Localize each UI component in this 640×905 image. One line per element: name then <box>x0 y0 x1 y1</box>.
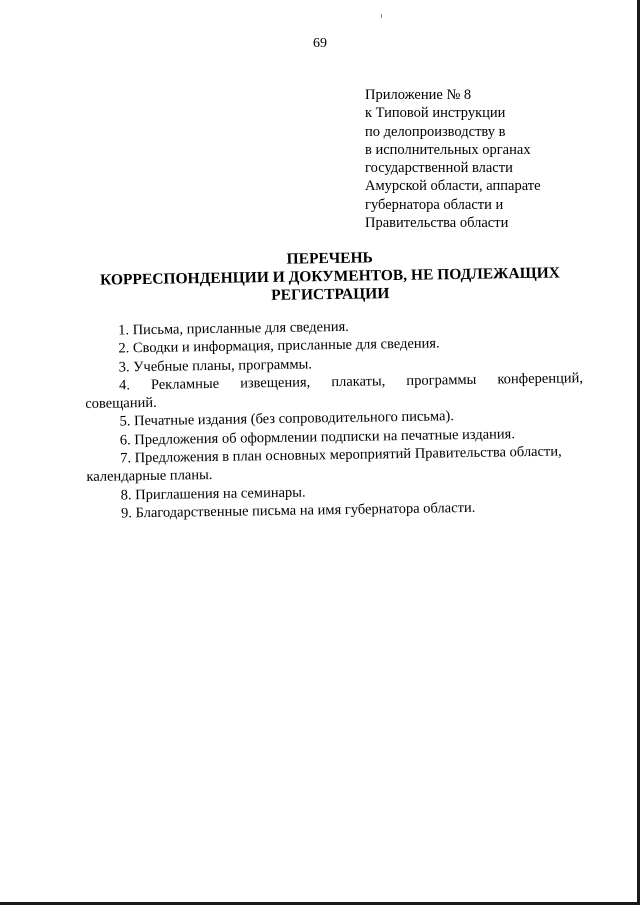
list-item-5: 5. Печатные издания (без сопроводительного письма). <box>119 408 455 430</box>
scan-speck <box>381 14 382 18</box>
list-item-4-word: конференций, <box>497 370 584 388</box>
title-line-3: РЕГИСТРАЦИИ <box>271 285 390 304</box>
list-item-2: 2. Сводки и информация, присланные для сведения. <box>118 335 440 357</box>
appendix-line: по делопроизводству в <box>365 123 506 140</box>
list-item-6: 6. Предложения об оформлении подписки на печатные издания. <box>119 426 516 449</box>
list-item-1: 1. Письма, присланные для сведения. <box>118 318 349 339</box>
list-item-4-word: программы <box>406 371 477 389</box>
title-line-1: ПЕРЕЧЕНЬ <box>286 249 373 268</box>
list-item-4-word: 4. <box>118 377 130 394</box>
list-item-9: 9. Благодарственные письма на имя губернатора области. <box>120 499 476 522</box>
appendix-line: Правительства области <box>365 215 509 232</box>
list-item-8: 8. Приглашения на семинары. <box>120 484 306 504</box>
appendix-line: к Типовой инструкции <box>365 105 506 122</box>
list-item-4-word: плакаты, <box>331 373 386 391</box>
document-title <box>80 246 581 308</box>
document-list <box>84 314 585 523</box>
page-number: 69 <box>313 36 327 51</box>
appendix-line: губернатора области и <box>365 196 504 213</box>
list-item-7: 7. Предложения в план основных мероприятий Правительства области, <box>120 443 562 467</box>
appendix-line: в исполнительных органах <box>365 141 531 158</box>
appendix-line: Амурской области, аппарате <box>365 178 541 195</box>
list-item-3: 3. Учебные планы, программы. <box>118 356 313 376</box>
appendix-line: государственной власти <box>365 160 513 177</box>
appendix-line: Приложение № 8 <box>365 87 472 103</box>
list-item-4-word: извещения, <box>239 374 311 392</box>
appendix-header <box>365 86 625 232</box>
list-item-7-continuation: календарные планы. <box>86 467 213 486</box>
title-line-2: КОРРЕСПОНДЕНЦИИ И ДОКУМЕНТОВ, НЕ ПОДЛЕЖАЩИХ <box>99 264 561 289</box>
list-item-4-continuation: совещаний. <box>85 395 157 413</box>
list-item-4-word: Рекламные <box>150 375 220 393</box>
